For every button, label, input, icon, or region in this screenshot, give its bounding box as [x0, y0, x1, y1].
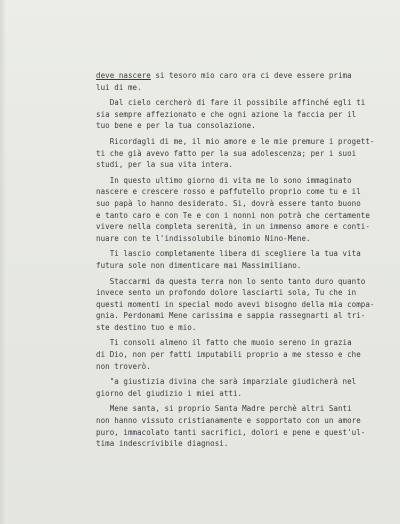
text-segment: Ti consoli almeno il fatto che muoio sereno in grazia — [96, 338, 352, 348]
text-line — [96, 388, 396, 400]
text-segment: studi, per la sua vita intera. — [96, 160, 233, 170]
text-segment: vivere nella completa serenità, in un immenso amore e conti- — [96, 222, 370, 232]
text-segment: lui di me. — [96, 82, 142, 92]
text-line — [96, 260, 396, 272]
text-line — [96, 109, 396, 121]
text-segment: Ti lascio completamente libera di scegliere la tua vita — [96, 249, 361, 259]
typed-letter-text — [96, 70, 396, 450]
text-segment: non hanno vissuto cristianamente e sopportato con un amore — [96, 416, 361, 426]
text-line — [96, 82, 396, 94]
text-line — [96, 322, 396, 334]
text-segment: giorno del giudizio i miei atti. — [96, 388, 243, 398]
paragraph — [96, 97, 396, 132]
text-line — [96, 361, 396, 373]
paragraph — [96, 175, 396, 245]
text-line — [96, 198, 396, 210]
text-line — [96, 148, 396, 160]
text-line — [96, 210, 396, 222]
text-line — [96, 287, 396, 299]
text-segment: Staccarmi da questa terra non lo sento tanto duro quanto — [96, 276, 366, 286]
text-segment: nascere e crescere rosso e paffutello proprio come tu e il — [96, 187, 361, 197]
text-segment: "a giustizia divina che sarà imparziale giudicherà nel — [96, 377, 357, 387]
text-segment: tima indescrivibile diagnosi. — [96, 439, 229, 449]
text-segment: ti che già avevo fatto per la sua adolescenza; per i suoi — [96, 148, 357, 158]
text-line — [96, 415, 396, 427]
text-segment: Mene santa, si proprio Santa Madre perchè altri Santi — [96, 404, 352, 414]
text-segment: e tanto caro e con Te e con i nonni non potrà che certamente — [96, 210, 370, 220]
text-line — [96, 70, 396, 82]
text-segment: ste destino tuo e mio. — [96, 322, 197, 332]
text-line — [96, 175, 396, 187]
paragraph — [96, 136, 396, 171]
text-line — [96, 427, 396, 439]
text-segment: nuare con te l'indissolubile binomio Nino-Mene. — [96, 233, 311, 243]
text-line — [96, 233, 396, 245]
text-line — [96, 120, 396, 132]
text-segment: di Dio, non per fatti imputabili proprio a me stesso e che — [96, 350, 361, 360]
paragraph — [96, 276, 396, 334]
paragraph — [96, 70, 396, 93]
text-segment: questi momenti in special modo avevi bisogno della mia compa- — [96, 299, 375, 309]
text-line — [96, 337, 396, 349]
text-line — [96, 403, 396, 415]
text-line — [96, 299, 396, 311]
text-line — [96, 438, 396, 450]
paragraph — [96, 403, 396, 449]
underlined-text: deve nascere — [96, 71, 151, 80]
text-segment: puro, immacolato tanti sacrifici, dolori e pene e quest'ul- — [96, 427, 366, 437]
text-segment: sia sempre affezionato e che ogni azione la faccia per il — [96, 109, 357, 119]
page-edge-shadow — [0, 0, 6, 524]
paragraph — [96, 248, 396, 271]
text-segment: Ricordagli di me, il mio amore e le mie premure i progett- — [96, 136, 375, 146]
text-line — [96, 136, 396, 148]
text-segment: suo papà lo hanno desiderato. Si, dovrà essere tanto buono — [96, 198, 361, 208]
paragraph — [96, 337, 396, 372]
text-segment: gnia. Perdonami Mene carissima e sappia rassegnarti al tri- — [96, 311, 366, 321]
text-line — [96, 221, 396, 233]
text-segment: non troverò. — [96, 361, 151, 371]
text-segment: futura sole non dimenticare mai Massimiliano. — [96, 260, 302, 270]
paragraph — [96, 376, 396, 399]
text-segment: invece sento un profondo dolore lasciarti sola, Tu che in — [96, 288, 357, 298]
text-line — [96, 376, 396, 388]
text-line — [96, 248, 396, 260]
text-line — [96, 276, 396, 288]
text-line — [96, 349, 396, 361]
text-segment: Dal cielo cercherò di fare il possibile affinché egli ti — [96, 98, 366, 108]
text-line — [96, 97, 396, 109]
text-line — [96, 310, 396, 322]
text-segment: tuo bene e per la tua consolazione. — [96, 121, 256, 131]
text-segment: si tesoro mio caro ora ci deve essere prima — [150, 71, 352, 80]
text-segment: In questo ultimo giorno di vita me lo sono immaginato — [96, 175, 352, 185]
text-line — [96, 159, 396, 171]
text-line — [96, 186, 396, 198]
